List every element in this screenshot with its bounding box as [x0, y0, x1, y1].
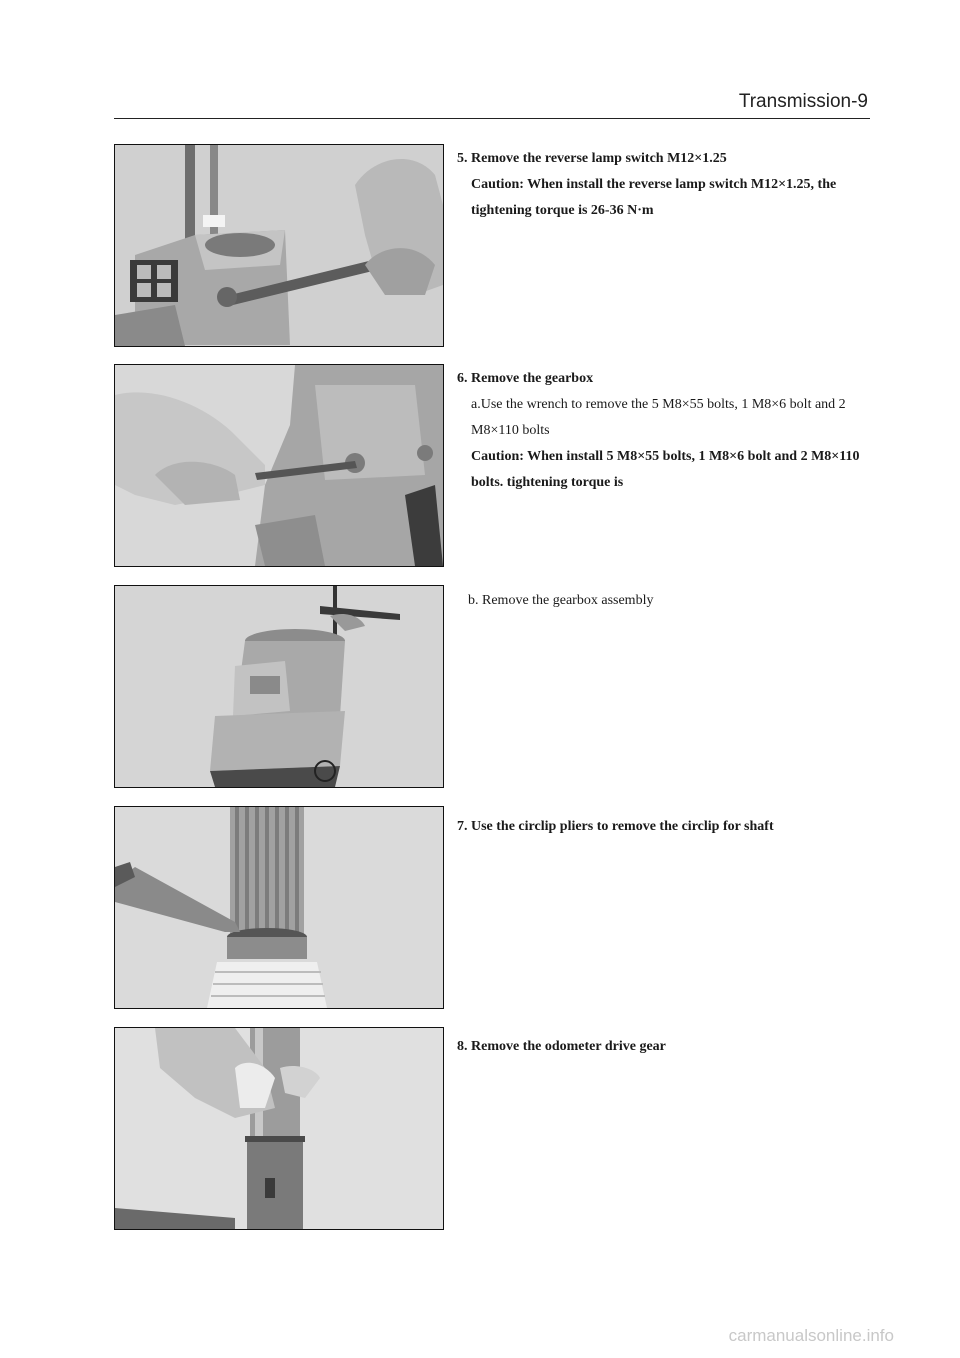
step-6-caution-line-1: Caution: When install 5 M8×55 bolts, 1 M8×6 bolt and 2 M8×110	[471, 449, 860, 464]
watermark: carmanualsonline.info	[728, 1326, 894, 1345]
step-8	[457, 1034, 872, 1060]
page-header	[114, 88, 870, 119]
step-5-heading: 5. Remove the reverse lamp switch M12×1.25	[457, 151, 727, 166]
step-7-heading: 7. Use the circlip pliers to remove the circlip for shaft	[457, 819, 774, 834]
step-5-caution-line-2: tightening torque is 26-36 N·m	[471, 203, 654, 218]
step-6-a-line-2: M8×110 bolts	[471, 423, 550, 438]
step-6-b-text: b. Remove the gearbox assembly	[468, 593, 654, 608]
step-5	[457, 146, 872, 224]
photo-odometer-drive-gear	[114, 1027, 444, 1230]
step-6	[457, 366, 872, 496]
step-7	[457, 814, 872, 840]
step-8-heading: 8. Remove the odometer drive gear	[457, 1039, 666, 1054]
photo-reverse-lamp-switch	[114, 144, 444, 347]
step-5-caution-line-1: Caution: When install the reverse lamp switch M12×1.25, the	[471, 177, 837, 192]
step-6-a-line-1: a.Use the wrench to remove the 5 M8×55 bolts, 1 M8×6 bolt and 2	[471, 397, 846, 412]
step-6-heading: 6. Remove the gearbox	[457, 371, 594, 386]
step-6-caution-line-2: bolts. tightening torque is	[471, 475, 624, 490]
step-6-b	[468, 588, 883, 614]
photo-circlip-pliers	[114, 806, 444, 1009]
photo-gearbox-assembly	[114, 585, 444, 788]
photo-gearbox-bolts	[114, 364, 444, 567]
page-title: Transmission-9	[738, 91, 868, 112]
